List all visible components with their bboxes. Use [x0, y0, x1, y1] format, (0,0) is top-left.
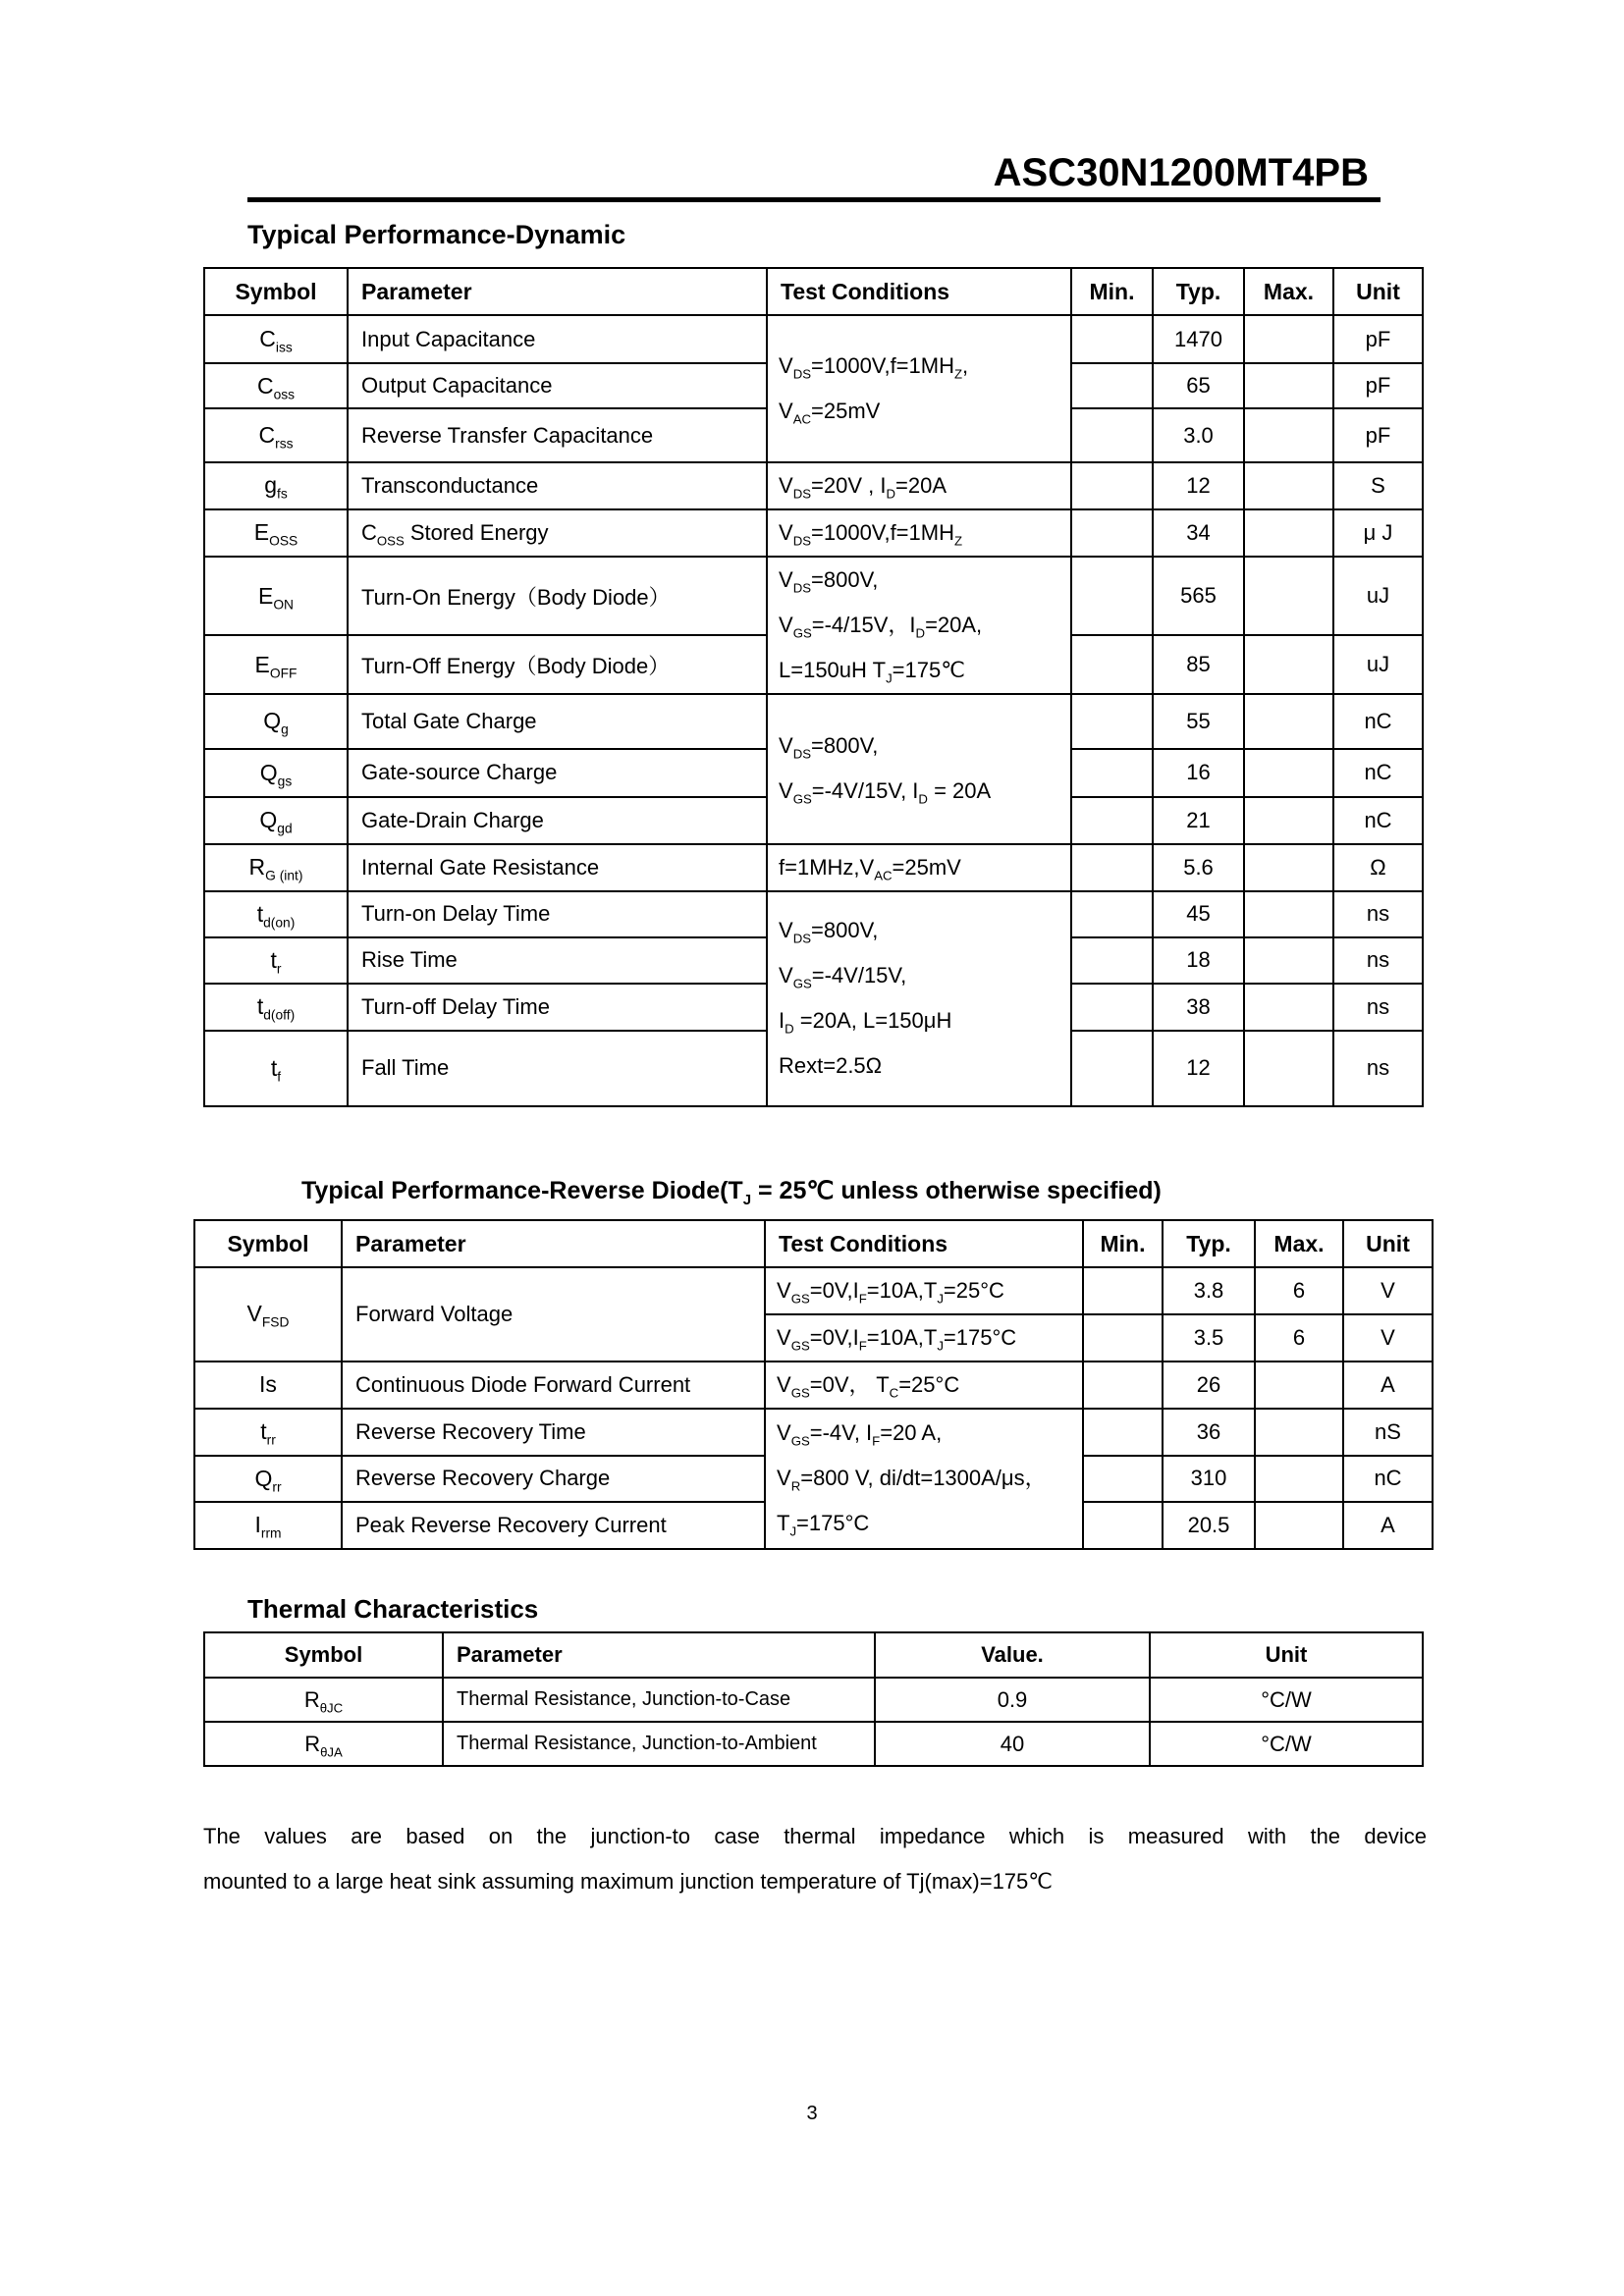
- test-conditions-cell: $f=1MHz,V_{AC}=25mV$: [767, 844, 1071, 891]
- symbol-cell: $t_f$: [204, 1031, 348, 1106]
- min-cell: [1071, 797, 1153, 844]
- col-header-symbol: Symbol: [204, 1632, 443, 1678]
- max-cell: 6: [1255, 1267, 1343, 1314]
- col-header-unit: Unit: [1343, 1220, 1433, 1267]
- unit-cell: ns: [1333, 984, 1423, 1031]
- max-cell: [1244, 408, 1333, 462]
- parameter-cell: Turn-on Delay Time: [348, 891, 767, 937]
- col-header-parameter: Parameter: [443, 1632, 875, 1678]
- col-header-test-conditions: Test Conditions: [765, 1220, 1083, 1267]
- unit-cell: nS: [1343, 1409, 1433, 1456]
- max-cell: 6: [1255, 1314, 1343, 1362]
- typ-cell: 18: [1153, 937, 1244, 984]
- table-header-row: [204, 268, 1423, 315]
- dynamic-performance-table: [203, 267, 1424, 1107]
- parameter-cell: Total Gate Charge: [348, 694, 767, 749]
- min-cell: [1083, 1502, 1163, 1549]
- section-heading-dynamic: Typical Performance-Dynamic: [247, 220, 626, 249]
- symbol-cell: $t_{rr}$: [194, 1409, 342, 1456]
- symbol-cell: $t_{d(on)}$: [204, 891, 348, 937]
- symbol-cell: $t_{d(off)}$: [204, 984, 348, 1031]
- unit-cell: ns: [1333, 937, 1423, 984]
- max-cell: [1244, 363, 1333, 408]
- max-cell: [1244, 937, 1333, 984]
- unit-cell: nC: [1333, 749, 1423, 797]
- table-row: [204, 891, 1423, 937]
- min-cell: [1071, 557, 1153, 635]
- unit-cell: uJ: [1333, 557, 1423, 635]
- typ-cell: 3.0: [1153, 408, 1244, 462]
- thermal-note: [203, 1814, 1427, 1904]
- symbol-cell: $R_{\theta JA}$: [204, 1722, 443, 1766]
- symbol-cell: $Q_{rr}$: [194, 1456, 342, 1502]
- symbol-cell: $Q_g$: [204, 694, 348, 749]
- table-row: [194, 1267, 1433, 1314]
- max-cell: [1244, 315, 1333, 363]
- test-conditions-cell: $V_{DS}=20V$ , $I_D=20A$: [767, 462, 1071, 509]
- min-cell: [1071, 891, 1153, 937]
- typ-cell: 310: [1163, 1456, 1255, 1502]
- symbol-cell: $t_r$: [204, 937, 348, 984]
- unit-cell: °C/W: [1150, 1722, 1423, 1766]
- typ-cell: 3.5: [1163, 1314, 1255, 1362]
- typ-cell: 12: [1153, 1031, 1244, 1106]
- symbol-cell: $g_{fs}$: [204, 462, 348, 509]
- symbol-cell: $C_{rss}$: [204, 408, 348, 462]
- symbol-cell: $Q_{gd}$: [204, 797, 348, 844]
- col-header-parameter: Parameter: [342, 1220, 765, 1267]
- col-header-symbol: Symbol: [204, 268, 348, 315]
- test-conditions-cell: $V_{DS}=1000V,f=1MH_Z$: [767, 509, 1071, 557]
- thermal-characteristics-table: [203, 1631, 1424, 1767]
- min-cell: [1083, 1362, 1163, 1409]
- min-cell: [1071, 315, 1153, 363]
- min-cell: [1071, 844, 1153, 891]
- unit-cell: ns: [1333, 1031, 1423, 1106]
- max-cell: [1244, 984, 1333, 1031]
- min-cell: [1071, 462, 1153, 509]
- symbol-cell: $R_{G (int)}$: [204, 844, 348, 891]
- test-conditions-cell: $V_{GS}=0V,I_F=10A,T_J=175^\circ C$: [765, 1314, 1083, 1362]
- col-header-min: Min.: [1071, 268, 1153, 315]
- typ-cell: 21: [1153, 797, 1244, 844]
- symbol-cell: $E_{ON}$: [204, 557, 348, 635]
- thermal-note-line2: mounted to a large heat sink assuming maximum junction temperature of Tj(max)=175℃: [203, 1869, 1053, 1894]
- min-cell: [1071, 635, 1153, 694]
- parameter-cell: Turn-On Energy（Body Diode）: [348, 557, 767, 635]
- typ-cell: 12: [1153, 462, 1244, 509]
- min-cell: [1083, 1267, 1163, 1314]
- unit-cell: pF: [1333, 408, 1423, 462]
- part-number-title: ASC30N1200MT4PB: [993, 151, 1369, 194]
- test-conditions-cell: $V_{DS}=800V$, $V_{GS}=-4V/15V$, $I_D = 20A$: [767, 694, 1071, 844]
- value-cell: 0.9: [875, 1678, 1150, 1722]
- unit-cell: nC: [1333, 797, 1423, 844]
- unit-cell: V: [1343, 1314, 1433, 1362]
- max-cell: [1255, 1409, 1343, 1456]
- parameter-cell: Reverse Recovery Charge: [342, 1456, 765, 1502]
- typ-cell: 85: [1153, 635, 1244, 694]
- parameter-cell: Gate-Drain Charge: [348, 797, 767, 844]
- parameter-cell: Input Capacitance: [348, 315, 767, 363]
- unit-cell: pF: [1333, 363, 1423, 408]
- test-conditions-cell: $V_{GS}=0V,I_F=10A,T_J=25^\circ C$: [765, 1267, 1083, 1314]
- unit-cell: uJ: [1333, 635, 1423, 694]
- col-header-max: Max.: [1244, 268, 1333, 315]
- parameter-cell: Transconductance: [348, 462, 767, 509]
- section-heading-thermal: Thermal Characteristics: [247, 1594, 539, 1624]
- section-heading-reverse-diode: Typical Performance-Reverse $Diode(T_J$ = 25℃ unless otherwise specified): [301, 1177, 1162, 1208]
- max-cell: [1244, 635, 1333, 694]
- symbol-cell: $E_{OSS}$: [204, 509, 348, 557]
- parameter-cell: Turn-Off Energy（Body Diode）: [348, 635, 767, 694]
- page-number: 3: [806, 2103, 818, 2124]
- col-header-typ: Typ.: [1153, 268, 1244, 315]
- symbol-cell: Is: [194, 1362, 342, 1409]
- max-cell: [1244, 462, 1333, 509]
- typ-cell: 34: [1153, 509, 1244, 557]
- col-header-value: Value.: [875, 1632, 1150, 1678]
- test-conditions-cell: $V_{GS}=0V$， $T_C=25^\circ C$: [765, 1362, 1083, 1409]
- parameter-cell: Thermal Resistance, Junction-to-Ambient: [443, 1722, 875, 1766]
- table-row: [204, 557, 1423, 635]
- test-conditions-cell: $V_{DS}=800V$, $V_{GS}=-4V/15V$, $I_D =20A$, L=150μH Rext=2.5Ω: [767, 891, 1071, 1106]
- parameter-cell: Reverse Recovery Time: [342, 1409, 765, 1456]
- thermal-note-line1: The values are based on the junction-to case thermal impedance which is measured with the device: [203, 1824, 1427, 1848]
- parameter-cell: Rise Time: [348, 937, 767, 984]
- typ-cell: 65: [1153, 363, 1244, 408]
- symbol-cell: $C_{iss}$: [204, 315, 348, 363]
- symbol-cell: $V_{FSD}$: [194, 1267, 342, 1362]
- col-header-parameter: Parameter: [348, 268, 767, 315]
- typ-cell: 16: [1153, 749, 1244, 797]
- parameter-cell: Output Capacitance: [348, 363, 767, 408]
- unit-cell: ns: [1333, 891, 1423, 937]
- header-divider: [247, 197, 1380, 202]
- symbol-cell: $R_{\theta JC}$: [204, 1678, 443, 1722]
- parameter-cell: Peak Reverse Recovery Current: [342, 1502, 765, 1549]
- max-cell: [1255, 1502, 1343, 1549]
- max-cell: [1244, 557, 1333, 635]
- max-cell: [1255, 1362, 1343, 1409]
- unit-cell: nC: [1343, 1456, 1433, 1502]
- col-header-unit: Unit: [1333, 268, 1423, 315]
- symbol-cell: $I_{rrm}$: [194, 1502, 342, 1549]
- table-row: [204, 1678, 1423, 1722]
- typ-cell: 26: [1163, 1362, 1255, 1409]
- parameter-cell: Gate-source Charge: [348, 749, 767, 797]
- min-cell: [1071, 1031, 1153, 1106]
- max-cell: [1244, 1031, 1333, 1106]
- typ-cell: 3.8: [1163, 1267, 1255, 1314]
- unit-cell: A: [1343, 1502, 1433, 1549]
- col-header-unit: Unit: [1150, 1632, 1423, 1678]
- table-row: [204, 462, 1423, 509]
- col-header-test-conditions: Test Conditions: [767, 268, 1071, 315]
- unit-cell: S: [1333, 462, 1423, 509]
- test-conditions-cell: $V_{DS}=1000V,f=1MH_Z$, $V_{AC}=25mV$: [767, 315, 1071, 462]
- table-row: [194, 1409, 1433, 1456]
- test-conditions-cell: $V_{GS}=-4V$, $I_F=20$ A, $V_R=800$ V, di/dt=1300A/μs， $T_J=175^\circ C$: [765, 1409, 1083, 1549]
- reverse-diode-table: [193, 1219, 1434, 1550]
- col-header-min: Min.: [1083, 1220, 1163, 1267]
- test-conditions-cell: $V_{DS}=800V$, $V_{GS}=-4/15V$，$I_D=20A$, L=150uH $T_J=175℃$: [767, 557, 1071, 694]
- table-row: [204, 315, 1423, 363]
- col-header-symbol: Symbol: [194, 1220, 342, 1267]
- max-cell: [1244, 844, 1333, 891]
- max-cell: [1244, 749, 1333, 797]
- typ-cell: 20.5: [1163, 1502, 1255, 1549]
- parameter-cell: Forward Voltage: [342, 1267, 765, 1362]
- symbol-cell: $C_{oss}$: [204, 363, 348, 408]
- min-cell: [1083, 1456, 1163, 1502]
- max-cell: [1244, 797, 1333, 844]
- parameter-cell: Continuous Diode Forward Current: [342, 1362, 765, 1409]
- col-header-typ: Typ.: [1163, 1220, 1255, 1267]
- unit-cell: pF: [1333, 315, 1423, 363]
- parameter-cell: Turn-off Delay Time: [348, 984, 767, 1031]
- parameter-cell: $C_{OSS}$ Stored Energy: [348, 509, 767, 557]
- typ-cell: 38: [1153, 984, 1244, 1031]
- unit-cell: A: [1343, 1362, 1433, 1409]
- min-cell: [1071, 408, 1153, 462]
- min-cell: [1083, 1314, 1163, 1362]
- min-cell: [1071, 749, 1153, 797]
- unit-cell: °C/W: [1150, 1678, 1423, 1722]
- max-cell: [1244, 694, 1333, 749]
- table-row: [204, 509, 1423, 557]
- parameter-cell: Reverse Transfer Capacitance: [348, 408, 767, 462]
- typ-cell: 55: [1153, 694, 1244, 749]
- min-cell: [1083, 1409, 1163, 1456]
- table-row: [204, 844, 1423, 891]
- min-cell: [1071, 984, 1153, 1031]
- min-cell: [1071, 937, 1153, 984]
- min-cell: [1071, 363, 1153, 408]
- unit-cell: nC: [1333, 694, 1423, 749]
- typ-cell: 36: [1163, 1409, 1255, 1456]
- max-cell: [1244, 891, 1333, 937]
- table-row: [194, 1362, 1433, 1409]
- min-cell: [1071, 694, 1153, 749]
- parameter-cell: Thermal Resistance, Junction-to-Case: [443, 1678, 875, 1722]
- min-cell: [1071, 509, 1153, 557]
- parameter-cell: Internal Gate Resistance: [348, 844, 767, 891]
- unit-cell: μ J: [1333, 509, 1423, 557]
- value-cell: 40: [875, 1722, 1150, 1766]
- table-header-row: [204, 1632, 1423, 1678]
- table-row: [204, 1722, 1423, 1766]
- max-cell: [1244, 509, 1333, 557]
- col-header-max: Max.: [1255, 1220, 1343, 1267]
- unit-cell: Ω: [1333, 844, 1423, 891]
- typ-cell: 1470: [1153, 315, 1244, 363]
- table-header-row: [194, 1220, 1433, 1267]
- typ-cell: 5.6: [1153, 844, 1244, 891]
- unit-cell: V: [1343, 1267, 1433, 1314]
- typ-cell: 45: [1153, 891, 1244, 937]
- table-row: [204, 694, 1423, 749]
- symbol-cell: $Q_{gs}$: [204, 749, 348, 797]
- max-cell: [1255, 1456, 1343, 1502]
- symbol-cell: $E_{OFF}$: [204, 635, 348, 694]
- parameter-cell: Fall Time: [348, 1031, 767, 1106]
- typ-cell: 565: [1153, 557, 1244, 635]
